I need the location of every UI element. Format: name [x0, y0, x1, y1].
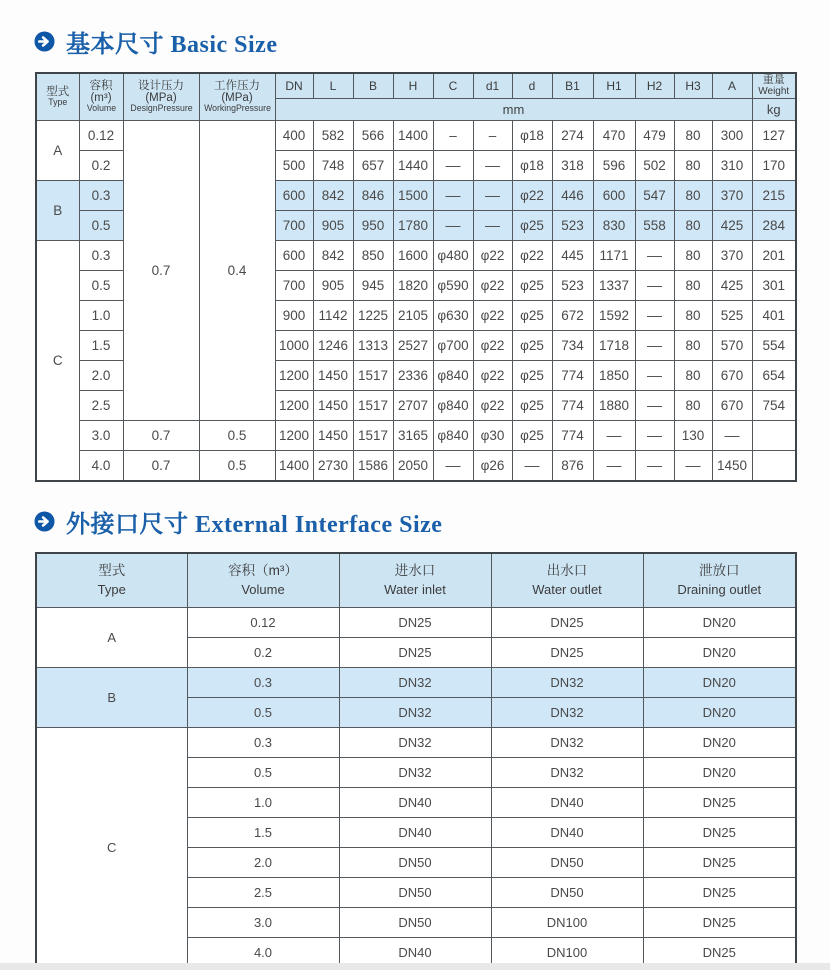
cell-draining-outlet: DN25	[643, 848, 796, 878]
cell-volume: 4.0	[187, 938, 339, 969]
cell-A: 310	[712, 151, 752, 181]
arrow-bullet-icon	[34, 511, 55, 532]
header-dim-B1: B1	[552, 73, 593, 99]
cell-d: φ25	[512, 211, 552, 241]
cell-C: φ590	[433, 271, 473, 301]
cell-A: 370	[712, 181, 752, 211]
cell-L: 2730	[313, 451, 353, 482]
cell-H3: 80	[674, 181, 712, 211]
unit-mm: mm	[275, 99, 752, 121]
cell-draining-outlet: DN25	[643, 788, 796, 818]
cell-water-inlet: DN25	[339, 608, 491, 638]
cell-B1: 445	[552, 241, 593, 271]
cell-C: ––	[433, 181, 473, 211]
cell-design-pressure: 0.7	[123, 421, 199, 451]
header-dim-H2: H2	[635, 73, 674, 99]
cell-H2: ––	[635, 331, 674, 361]
table-row	[36, 421, 796, 451]
cell-B1: 672	[552, 301, 593, 331]
cell-B1: 523	[552, 271, 593, 301]
cell-weight: 401	[752, 301, 796, 331]
cell-d1: φ26	[473, 451, 512, 482]
table-row	[36, 608, 796, 638]
cell-C: φ480	[433, 241, 473, 271]
section2-title-en: External Interface Size	[195, 512, 443, 538]
cell-H3: 80	[674, 211, 712, 241]
cell-A: 525	[712, 301, 752, 331]
table-row	[36, 668, 796, 698]
cell-B1: 523	[552, 211, 593, 241]
cell-B1: 318	[552, 151, 593, 181]
cell-volume: 2.0	[79, 361, 123, 391]
cell-C: φ840	[433, 421, 473, 451]
cell-L: 905	[313, 271, 353, 301]
cell-H: 1500	[393, 181, 433, 211]
header-row	[36, 553, 796, 608]
cell-B: 566	[353, 121, 393, 151]
cell-water-inlet: DN25	[339, 638, 491, 668]
cell-H: 1400	[393, 121, 433, 151]
cell-weight: 170	[752, 151, 796, 181]
header-row	[36, 73, 796, 99]
cell-DN: 600	[275, 241, 313, 271]
cell-H1: 470	[593, 121, 635, 151]
cell-water-outlet: DN25	[491, 638, 643, 668]
section1-title-text	[66, 24, 278, 59]
cell-d1: φ22	[473, 331, 512, 361]
header-dim-H1: H1	[593, 73, 635, 99]
cell-H3: ––	[674, 451, 712, 482]
cell-H2: ––	[635, 301, 674, 331]
cell-C: ––	[433, 151, 473, 181]
cell-water-inlet: DN40	[339, 938, 491, 969]
cell-volume: 0.3	[187, 728, 339, 758]
header-dim-d: d	[512, 73, 552, 99]
cell-H1: ––	[593, 421, 635, 451]
cell-working-pressure: 0.5	[199, 451, 275, 482]
cell-H: 2050	[393, 451, 433, 482]
cell-DN: 600	[275, 181, 313, 211]
cell-volume: 1.5	[79, 331, 123, 361]
header-dim-DN: DN	[275, 73, 313, 99]
cell-volume: 0.5	[79, 271, 123, 301]
cell-A: 425	[712, 271, 752, 301]
cell-water-inlet: DN50	[339, 848, 491, 878]
header-draining-outlet: 泄放口 Draining outlet	[643, 553, 796, 608]
section1-title-zh: 基本尺寸	[66, 32, 164, 58]
cell-H3: 80	[674, 361, 712, 391]
cell-H3: 80	[674, 391, 712, 421]
cell-A: 670	[712, 391, 752, 421]
cell-C: ––	[433, 451, 473, 482]
cell-H2: ––	[635, 271, 674, 301]
cell-design-pressure: 0.7	[123, 121, 199, 421]
header-dim-H: H	[393, 73, 433, 99]
cell-C: ––	[433, 211, 473, 241]
cell-L: 1450	[313, 421, 353, 451]
cell-volume: 1.0	[79, 301, 123, 331]
cell-water-inlet: DN40	[339, 818, 491, 848]
arrow-bullet-icon	[34, 31, 55, 52]
cell-d: ––	[512, 451, 552, 482]
cell-group-A: A	[36, 608, 187, 668]
cell-A: 370	[712, 241, 752, 271]
cell-volume: 3.0	[79, 421, 123, 451]
cell-weight: 654	[752, 361, 796, 391]
cell-DN: 1200	[275, 391, 313, 421]
cell-volume: 1.0	[187, 788, 339, 818]
cell-draining-outlet: DN25	[643, 878, 796, 908]
cell-C: –	[433, 121, 473, 151]
cell-A: 300	[712, 121, 752, 151]
cell-B: 1225	[353, 301, 393, 331]
cell-DN: 700	[275, 271, 313, 301]
cell-A: ––	[712, 421, 752, 451]
cell-d1: φ22	[473, 271, 512, 301]
cell-H2: 502	[635, 151, 674, 181]
cell-water-outlet: DN25	[491, 608, 643, 638]
cell-water-outlet: DN50	[491, 878, 643, 908]
header-type: 型式 Type	[36, 73, 79, 121]
cell-C: φ840	[433, 361, 473, 391]
cell-L: 842	[313, 181, 353, 211]
cell-DN: 1400	[275, 451, 313, 482]
cell-H: 2105	[393, 301, 433, 331]
cell-H: 1440	[393, 151, 433, 181]
cell-water-outlet: DN32	[491, 698, 643, 728]
section1-title-en: Basic Size	[170, 32, 278, 58]
cell-H2: ––	[635, 361, 674, 391]
cell-draining-outlet: DN25	[643, 818, 796, 848]
cell-H: 2336	[393, 361, 433, 391]
external-interface-table	[35, 552, 797, 969]
header-type: 型式 Type	[36, 553, 187, 608]
cell-H: 1600	[393, 241, 433, 271]
cell-d1: ––	[473, 211, 512, 241]
cell-H3: 80	[674, 241, 712, 271]
cell-volume: 0.12	[187, 608, 339, 638]
cell-H3: 80	[674, 271, 712, 301]
cell-volume: 0.5	[79, 211, 123, 241]
cell-H3: 80	[674, 151, 712, 181]
cell-volume: 4.0	[79, 451, 123, 482]
cell-water-inlet: DN32	[339, 728, 491, 758]
cell-L: 1450	[313, 361, 353, 391]
header-dim-L: L	[313, 73, 353, 99]
cell-H1: 1592	[593, 301, 635, 331]
header-weight: 重量 Weight	[752, 73, 796, 99]
header-working-pressure: 工作压力(MPa) WorkingPressure	[199, 73, 275, 121]
cell-B1: 774	[552, 421, 593, 451]
cell-A: 1450	[712, 451, 752, 482]
header-water-inlet: 进水口 Water inlet	[339, 553, 491, 608]
cell-d1: ––	[473, 181, 512, 211]
section1-title	[34, 0, 830, 59]
cell-d: φ25	[512, 421, 552, 451]
cell-design-pressure: 0.7	[123, 451, 199, 482]
cell-draining-outlet: DN20	[643, 758, 796, 788]
cell-H2: ––	[635, 421, 674, 451]
cell-group-A: A	[36, 121, 79, 181]
cell-draining-outlet: DN20	[643, 728, 796, 758]
cell-B1: 774	[552, 361, 593, 391]
table-row	[36, 728, 796, 758]
cell-H3: 80	[674, 301, 712, 331]
cell-H1: 600	[593, 181, 635, 211]
cell-water-inlet: DN50	[339, 908, 491, 938]
cell-water-inlet: DN32	[339, 698, 491, 728]
cell-B1: 274	[552, 121, 593, 151]
cell-B: 1517	[353, 361, 393, 391]
header-volume: 容积（m³） Volume	[187, 553, 339, 608]
cell-B: 846	[353, 181, 393, 211]
cell-water-inlet: DN50	[339, 878, 491, 908]
table-row	[36, 451, 796, 482]
cell-B: 945	[353, 271, 393, 301]
cell-B: 950	[353, 211, 393, 241]
cell-volume: 0.3	[79, 181, 123, 211]
cell-water-outlet: DN32	[491, 668, 643, 698]
cell-A: 570	[712, 331, 752, 361]
cell-volume: 0.5	[187, 758, 339, 788]
cell-draining-outlet: DN20	[643, 608, 796, 638]
basic-size-table	[35, 72, 797, 482]
cell-B: 1313	[353, 331, 393, 361]
cell-water-outlet: DN32	[491, 728, 643, 758]
cell-draining-outlet: DN20	[643, 698, 796, 728]
cell-B: 657	[353, 151, 393, 181]
cell-H1: 1337	[593, 271, 635, 301]
cell-H: 1820	[393, 271, 433, 301]
cell-B: 1586	[353, 451, 393, 482]
cell-group-B: B	[36, 668, 187, 728]
cell-B: 1517	[353, 391, 393, 421]
cell-B: 1517	[353, 421, 393, 451]
cell-d1: φ22	[473, 391, 512, 421]
cell-H1: 596	[593, 151, 635, 181]
cell-volume: 0.3	[79, 241, 123, 271]
cell-draining-outlet: DN20	[643, 668, 796, 698]
cell-L: 842	[313, 241, 353, 271]
cell-DN: 1200	[275, 421, 313, 451]
cell-water-outlet: DN40	[491, 788, 643, 818]
cell-water-outlet: DN100	[491, 908, 643, 938]
header-volume: 容积(m³) Volume	[79, 73, 123, 121]
cell-H2: 558	[635, 211, 674, 241]
cell-volume: 3.0	[187, 908, 339, 938]
cell-DN: 700	[275, 211, 313, 241]
cell-d: φ25	[512, 331, 552, 361]
page-bottom-strip	[0, 963, 830, 970]
cell-C: φ630	[433, 301, 473, 331]
cell-d: φ22	[512, 241, 552, 271]
cell-DN: 400	[275, 121, 313, 151]
cell-water-outlet: DN32	[491, 758, 643, 788]
cell-H3: 80	[674, 331, 712, 361]
cell-L: 748	[313, 151, 353, 181]
cell-volume: 2.5	[79, 391, 123, 421]
cell-working-pressure: 0.5	[199, 421, 275, 451]
cell-weight: 201	[752, 241, 796, 271]
cell-H2: 479	[635, 121, 674, 151]
cell-weight	[752, 421, 796, 451]
cell-H1: 1171	[593, 241, 635, 271]
unit-kg: kg	[752, 99, 796, 121]
cell-H3: 130	[674, 421, 712, 451]
header-water-outlet: 出水口 Water outlet	[491, 553, 643, 608]
cell-H1: 1850	[593, 361, 635, 391]
cell-d: φ22	[512, 181, 552, 211]
table-row	[36, 121, 796, 151]
cell-weight: 301	[752, 271, 796, 301]
cell-volume: 2.5	[187, 878, 339, 908]
cell-d: φ18	[512, 151, 552, 181]
cell-volume: 1.5	[187, 818, 339, 848]
section2-title-zh: 外接口尺寸	[66, 512, 189, 538]
cell-H2: 547	[635, 181, 674, 211]
cell-B1: 876	[552, 451, 593, 482]
cell-volume: 0.12	[79, 121, 123, 151]
cell-volume: 0.2	[79, 151, 123, 181]
cell-water-inlet: DN32	[339, 668, 491, 698]
cell-weight: 284	[752, 211, 796, 241]
cell-weight: 127	[752, 121, 796, 151]
cell-C: φ840	[433, 391, 473, 421]
cell-L: 582	[313, 121, 353, 151]
cell-A: 670	[712, 361, 752, 391]
cell-B1: 774	[552, 391, 593, 421]
cell-H3: 80	[674, 121, 712, 151]
cell-volume: 0.3	[187, 668, 339, 698]
cell-water-inlet: DN40	[339, 788, 491, 818]
cell-group-C: C	[36, 241, 79, 482]
header-dim-C: C	[433, 73, 473, 99]
cell-A: 425	[712, 211, 752, 241]
cell-d1: φ22	[473, 361, 512, 391]
cell-weight: 554	[752, 331, 796, 361]
cell-d1: φ22	[473, 301, 512, 331]
cell-B: 850	[353, 241, 393, 271]
cell-working-pressure: 0.4	[199, 121, 275, 421]
cell-H2: ––	[635, 391, 674, 421]
cell-volume: 2.0	[187, 848, 339, 878]
cell-H: 3165	[393, 421, 433, 451]
cell-L: 1246	[313, 331, 353, 361]
cell-DN: 900	[275, 301, 313, 331]
cell-d1: φ30	[473, 421, 512, 451]
cell-H: 1780	[393, 211, 433, 241]
cell-H1: 830	[593, 211, 635, 241]
cell-d: φ25	[512, 301, 552, 331]
cell-H2: ––	[635, 451, 674, 482]
cell-H1: ––	[593, 451, 635, 482]
cell-d1: –	[473, 121, 512, 151]
cell-volume: 0.5	[187, 698, 339, 728]
section2-title-text	[66, 504, 442, 539]
cell-H1: 1718	[593, 331, 635, 361]
header-dim-d1: d1	[473, 73, 512, 99]
cell-H2: ––	[635, 241, 674, 271]
cell-weight	[752, 451, 796, 482]
cell-water-outlet: DN100	[491, 938, 643, 969]
cell-group-C: C	[36, 728, 187, 969]
cell-group-B: B	[36, 181, 79, 241]
cell-d: φ25	[512, 391, 552, 421]
header-dim-B: B	[353, 73, 393, 99]
header-design-pressure: 设计压力(MPa) DesignPressure	[123, 73, 199, 121]
cell-L: 1450	[313, 391, 353, 421]
cell-draining-outlet: DN20	[643, 638, 796, 668]
cell-d1: φ22	[473, 241, 512, 271]
cell-DN: 1000	[275, 331, 313, 361]
cell-L: 905	[313, 211, 353, 241]
cell-water-inlet: DN32	[339, 758, 491, 788]
header-dim-A: A	[712, 73, 752, 99]
cell-weight: 754	[752, 391, 796, 421]
cell-draining-outlet: DN25	[643, 908, 796, 938]
cell-H: 2527	[393, 331, 433, 361]
cell-H: 2707	[393, 391, 433, 421]
cell-d1: ––	[473, 151, 512, 181]
section2-title	[34, 504, 830, 539]
cell-B1: 734	[552, 331, 593, 361]
cell-water-outlet: DN50	[491, 848, 643, 878]
header-dim-H3: H3	[674, 73, 712, 99]
cell-DN: 500	[275, 151, 313, 181]
cell-volume: 0.2	[187, 638, 339, 668]
cell-d: φ25	[512, 361, 552, 391]
cell-d: φ18	[512, 121, 552, 151]
cell-DN: 1200	[275, 361, 313, 391]
cell-d: φ25	[512, 271, 552, 301]
cell-B1: 446	[552, 181, 593, 211]
cell-draining-outlet: DN25	[643, 938, 796, 969]
cell-H1: 1880	[593, 391, 635, 421]
cell-weight: 215	[752, 181, 796, 211]
cell-L: 1142	[313, 301, 353, 331]
cell-C: φ700	[433, 331, 473, 361]
cell-water-outlet: DN40	[491, 818, 643, 848]
